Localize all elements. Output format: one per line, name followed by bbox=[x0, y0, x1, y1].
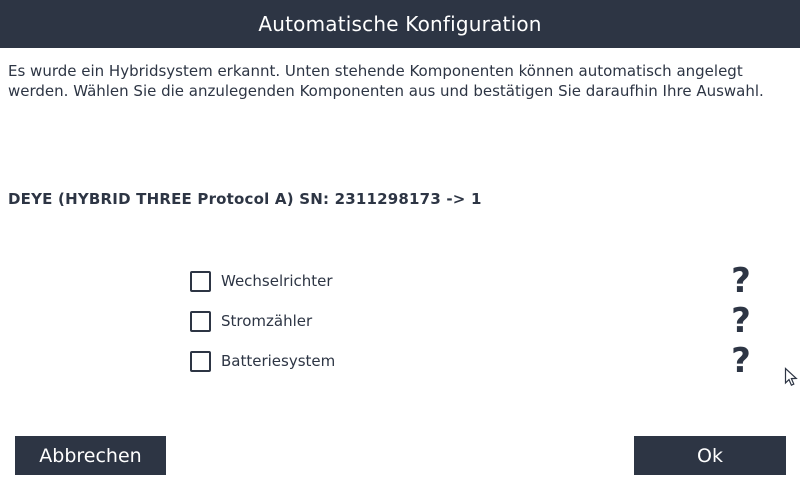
component-row-batteriesystem bbox=[190, 341, 590, 381]
help-column bbox=[724, 261, 758, 381]
detected-device-heading: DEYE (HYBRID THREE Protocol A) SN: 2311298173 -> 1 bbox=[8, 190, 482, 208]
help-question-icon-batteriesystem[interactable]: ? bbox=[731, 341, 751, 381]
component-row-stromzaehler bbox=[190, 301, 590, 341]
checkbox-stromzaehler[interactable] bbox=[190, 311, 211, 332]
help-question-icon-stromzaehler[interactable]: ? bbox=[731, 301, 751, 341]
cancel-button[interactable]: Abbrechen bbox=[15, 436, 166, 475]
component-row-wechselrichter bbox=[190, 261, 590, 301]
help-question-icon-wechselrichter[interactable]: ? bbox=[731, 261, 751, 301]
mouse-cursor-icon bbox=[784, 367, 798, 387]
checkbox-batteriesystem[interactable] bbox=[190, 351, 211, 372]
component-label-wechselrichter: Wechselrichter bbox=[221, 272, 333, 290]
component-label-batteriesystem: Batteriesystem bbox=[221, 352, 336, 370]
ok-button[interactable]: Ok bbox=[634, 436, 786, 475]
checkbox-wechselrichter[interactable] bbox=[190, 271, 211, 292]
title-bar bbox=[0, 0, 800, 48]
intro-text: Es wurde ein Hybridsystem erkannt. Unten stehende Komponenten können automatisch angelegt werden. Wählen Sie die anzulegenden Komponenten aus und bestätigen Sie daraufhin Ihre Auswahl. bbox=[8, 62, 764, 100]
page-title: Automatische Konfiguration bbox=[258, 12, 542, 36]
component-label-stromzaehler: Stromzähler bbox=[221, 312, 313, 330]
component-list bbox=[190, 261, 590, 381]
